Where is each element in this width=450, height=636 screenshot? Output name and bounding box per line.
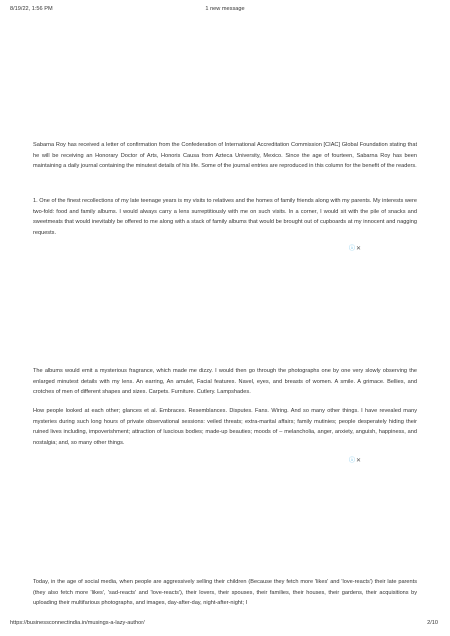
ad-slot-2[interactable]	[88, 458, 363, 570]
paragraph-social-media: Today, in the age of social media, when people are aggressively selling their children (Because they fetch more 'likes' and 'love-reacts') their late parents (they also fetch more 'likes', 'sad-reacts' and 'love-reacts'), their lovers, their spouses, their families, their houses, their gardens, their acquisitions by uploading their multifarious photographs, and images, day-after-day, night-after-night; I	[33, 579, 417, 607]
paragraph-observations: How people looked at each other; glances et al. Embraces. Resemblances. Disputes. Fans. Wiring. And so many other things. I have revealed many mysteries during such long hours of private observational sessions: veiled threats; extra-marital affairs; family mutinies; people desperately hiding their ruined lives including, impoverishment; attraction of luscious bodies; made-up beauties; moods of – melancholia, anger, anxiety, anguish, happiness, and nostalgia; and, so many other things.	[33, 408, 417, 446]
adchoices[interactable]	[349, 458, 361, 464]
print-title: 1 new message	[205, 6, 245, 12]
page-url: https://businessconnectindia.in/musings-a-lazy-author/	[10, 620, 145, 626]
ad-slot-1[interactable]	[88, 246, 363, 356]
info-icon[interactable]: ⓘ	[348, 246, 355, 252]
print-datetime: 8/19/22, 1:56 PM	[10, 6, 53, 12]
close-icon[interactable]: ✕	[355, 246, 361, 252]
print-header	[0, 6, 450, 18]
close-icon[interactable]: ✕	[355, 458, 361, 464]
paragraph-recollection: 1. One of the finest recollections of my late teenage years is my visits to relatives and the homes of family friends along with my parents. My interests were two-fold: food and family albums. I would always carry a lens surreptitiously with me on such visits. In a corner, I would sit with the pile of snacks and sweetmeats that would inevitably be offered to me along with a stack of family albums that would be brought out of cupboards at my innocent and nagging requests.	[33, 198, 417, 236]
adchoices[interactable]	[349, 246, 361, 252]
paragraph-albums: The albums would emit a mysterious fragrance, which made me dizzy. I would then go through the photographs one by one very slowly observing the enlarged minutest details with my lens. An earring, An amulet, Facial features. Navel, eyes, and breasts of women. A smile. A grimace. Bellies, and crotches of men of different shapes and sizes. Carpets. Furniture. Cutlery. Lampshades.	[33, 368, 417, 396]
print-footer	[0, 620, 450, 630]
paragraph-intro: Sabarna Roy has received a letter of confirmation from the Confederation of International Accreditation Commission [CIAC] Global Foundation stating that he will be receiving an Honorary Doctor of Arts, Honoris Causa from Azteca University, Mexico. Since the age of fourteen, Sabarna Roy has been maintaining a daily journal containing the minutest details of his life. Some of the journal entries are reproduced in this column for the benefit of the readers.	[33, 142, 417, 170]
info-icon[interactable]: ⓘ	[348, 458, 355, 464]
page-number: 2/10	[427, 620, 438, 626]
